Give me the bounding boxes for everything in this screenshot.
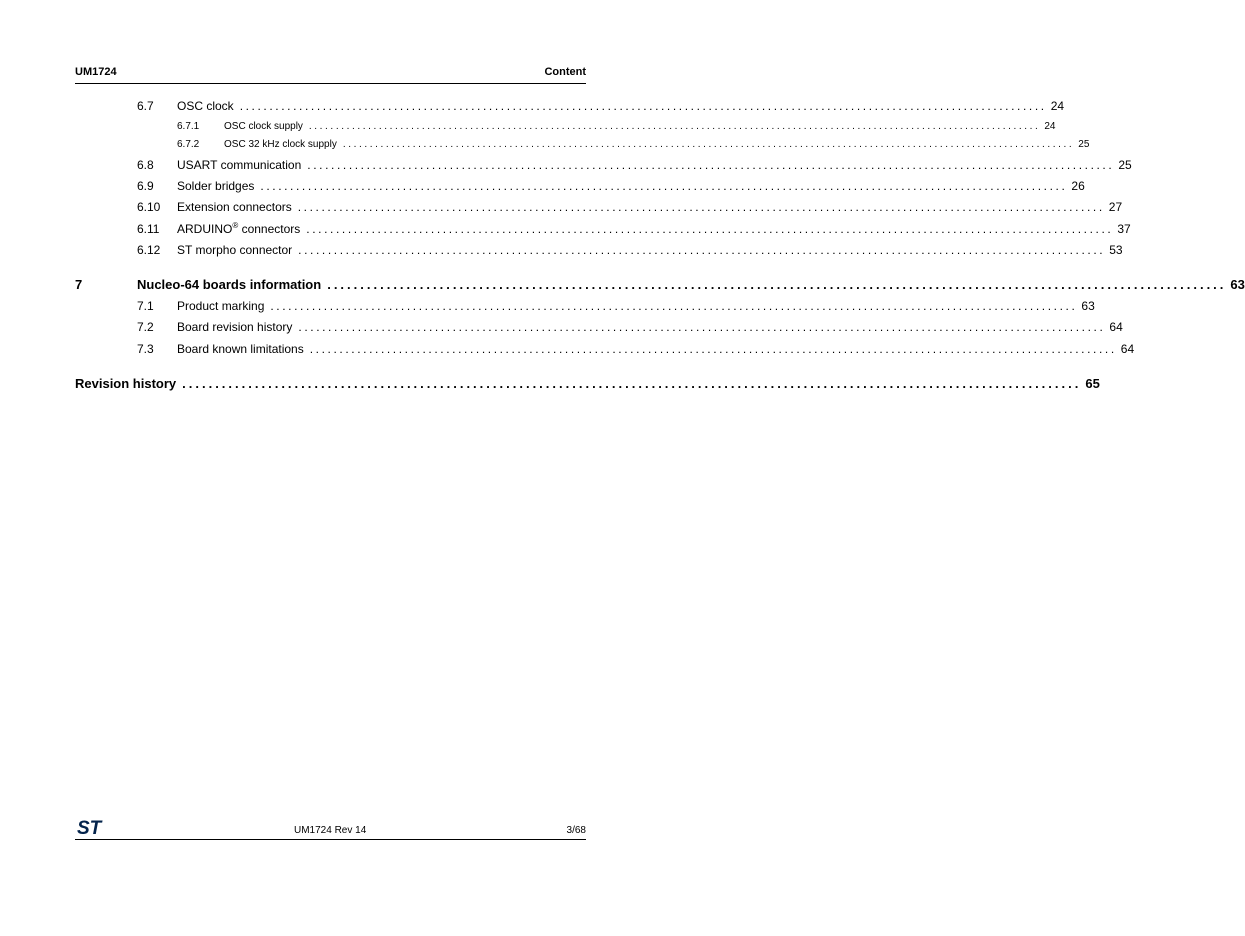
toc-number: 6.7.2 [177,139,200,150]
header-doc-id: UM1724 [75,66,117,78]
toc-page: 63 [1230,277,1245,292]
toc-leader: ........................................................................................................................................ [309,342,1117,356]
toc-title: ARDUINO® connectors [177,221,301,236]
toc-leader: ........................................................................................................................................ [298,243,1106,257]
toc-leader: ........................................................................................................................................ [307,158,1115,172]
toc-title: Product marking [177,299,265,313]
toc-page: 64 [1120,342,1135,356]
toc-title: Board revision history [177,320,293,334]
toc-page: 65 [1085,376,1100,391]
toc-number: 6.10 [137,200,161,214]
toc-number: 6.12 [137,243,161,257]
toc-title: Extension connectors [177,200,292,214]
toc-page: 25 [1078,139,1090,150]
toc-number: 7.1 [137,299,154,313]
toc-page: 27 [1108,200,1123,214]
toc-page: 37 [1117,222,1131,236]
footer-rule [75,839,586,840]
toc-number: 6.7 [137,99,154,113]
toc-page: 26 [1071,179,1085,193]
toc-leader: ........................................................................................................................................ [260,179,1068,193]
toc-title: OSC clock [177,99,234,113]
st-logo-icon [76,817,112,837]
header-rule [75,83,586,84]
toc-leader: ........................................................................................................................................ [239,99,1047,113]
registered-mark: ® [232,221,239,230]
toc-title: OSC 32 kHz clock supply [224,139,337,150]
toc-leader: ........................................................................................................................................ [298,320,1106,334]
toc-title: USART communication [177,158,302,172]
toc-page: 63 [1081,299,1095,313]
toc-number: 6.7.1 [177,121,200,132]
toc-page: 24 [1044,121,1056,132]
st-logo-text: ST [77,818,102,839]
toc-leader: ........................................................................................................................................ [342,139,1075,150]
toc-title: Nucleo-64 boards information [137,277,322,292]
toc-leader: ........................................................................................................................................ [308,121,1041,132]
toc-title: Solder bridges [177,179,255,193]
toc-title: OSC clock supply [224,121,303,132]
footer-doc-revision: UM1724 Rev 14 [294,825,367,836]
toc-title: Revision history [75,376,177,391]
header-section-title: Content [544,66,586,78]
toc-leader: ........................................................................................................................................ [327,277,1227,292]
toc-page: 24 [1050,99,1065,113]
toc-number: 6.11 [137,222,160,236]
footer-page-number: 3/68 [566,825,586,836]
toc-leader: ........................................................................................................................................ [270,299,1078,313]
toc-title: ST morpho connector [177,243,293,257]
toc-title: Board known limitations [177,342,304,356]
toc-page: 64 [1109,320,1123,334]
toc-number: 7.2 [137,320,154,334]
toc-number: 6.8 [137,158,154,172]
toc-page: 25 [1118,158,1132,172]
toc-number: 7.3 [137,342,154,356]
toc-number: 6.9 [137,179,154,193]
toc-chapter-number: 7 [75,277,83,292]
toc-leader: ........................................................................................................................................ [306,222,1114,236]
toc-page: 53 [1109,243,1123,257]
toc-leader: ........................................................................................................................................ [297,200,1105,214]
toc-leader: ........................................................................................................................................ [182,376,1082,391]
